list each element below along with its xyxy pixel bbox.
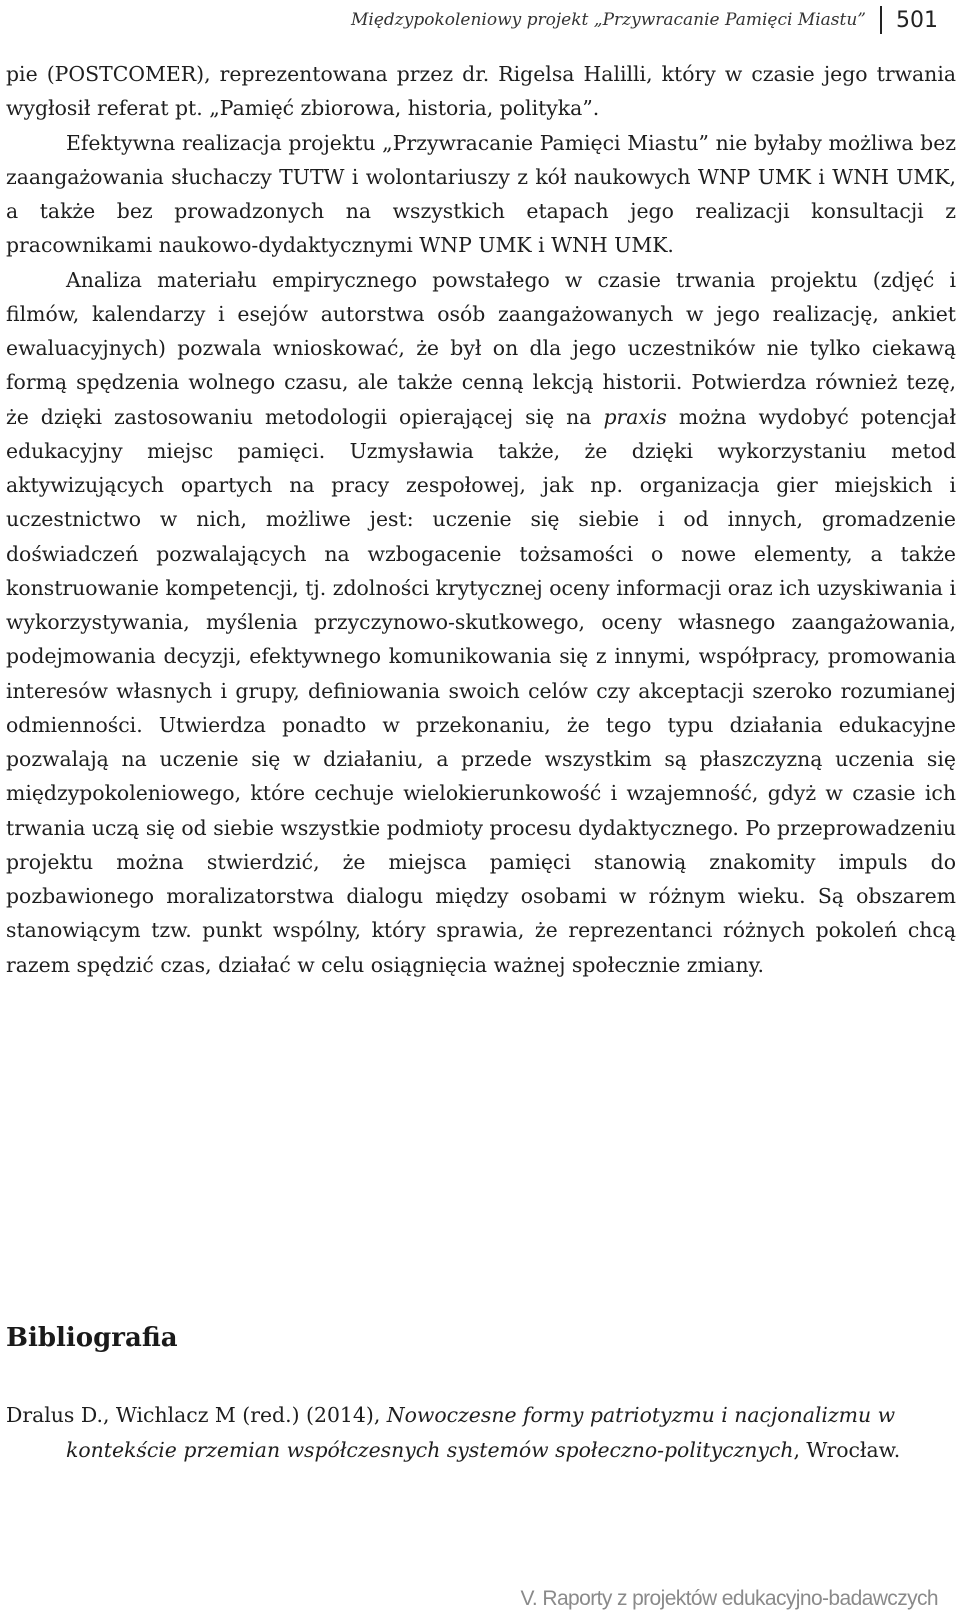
paragraph-3-part-2: można wydobyć potencjał edukacyjny miejsc pamięci. Uzmysławia także, że dzięki wykorzystaniu metod aktywizujących opartych na pracy zespołowej, jak np. organizacja gier miejskich i uczestnictwo w nich, możliwe jest: uczenie się siebie i od innych, gromadzenie doświadczeń pozwalających na wzbogacenie tożsamości o nowe elementy, a także konstruowanie kompetencji, tj. zdolności krytycznej oceny informacji oraz ich uzyskiwania i wykorzystywania, myślenia przyczynowo-skutkowego, oceny własnego zaangażowania, podejmowania decyzji, efektywnego komunikowania się z innymi, współpracy, promowania interesów własnych i grupy, definiowania swoich celów czy akceptacji szeroko rozumianej odmienności. Utwierdza ponadto w przekonaniu, że tego typu działania edukacyjne pozwalają na uczenie się w działaniu, a przede wszystkim są płaszczyzną uczenia się międzypokoleniowego, które cechuje wielokierunkowość i wzajemność, gdyż w czasie ich trwania uczą się od siebie wszystkie podmioty procesu dydaktycznego. Po przeprowadzeniu projektu można stwierdzić, że miejsca pamięci stanowią znakomity impuls do pozbawionego moralizatorstwa dialogu między osobami w różnym wieku. Są obszarem stanowiącym tzw. punkt wspólny, który sprawia, że reprezentanci różnych pokoleń chcą razem spędzić czas, działać w celu osiągnięcia ważnej społecznie zmiany. — [6, 404, 956, 977]
body-text — [6, 57, 956, 982]
page-number: 501 — [896, 7, 938, 33]
bibliography-heading: Bibliografia — [6, 1323, 178, 1353]
running-header — [351, 0, 938, 40]
paragraph-1: pie (POSTCOMER), reprezentowana przez dr. Rigelsa Halilli, który w czasie jego trwania wygłosił referat pt. „Pamięć zbiorowa, historia, polityka”. — [6, 62, 956, 121]
paragraph-3-part-1: Analiza materiału empirycznego powstałego w czasie trwania projektu (zdjęć i filmów, kalendarzy i esejów autorstwa osób zaangażowanych w jego realizację, ankiet ewaluacyjnych) pozwala wnioskować, że był on dla jego uczestników nie tylko ciekawą formą spędzenia wolnego czasu, ale także cenną lekcją historii. Potwierdza również tezę, że dzięki zastosowaniu metodologii opierającej się na — [6, 267, 956, 429]
bib-place: , Wrocław. — [793, 1438, 901, 1462]
running-title: Międzypokoleniowy projekt „Przywracanie Pamięci Miastu” — [350, 10, 866, 30]
praxis-term: praxis — [603, 404, 667, 429]
paragraph-3 — [6, 263, 956, 982]
paragraph-2: Efektywna realizacja projektu „Przywracanie Pamięci Miastu” nie byłaby możliwa bez zaangażowania słuchaczy TUTW i wolontariuszy z kół naukowych WNP UMK i WNH UMK, a także bez prowadzonych na wszystkich etapach jego realizacji konsultacji z pracownikami naukowo-dydaktycznymi WNP UMK i WNH UMK. — [6, 130, 956, 258]
bibliography-entry — [6, 1398, 960, 1468]
bib-title: Nowoczesne formy patriotyzmu i nacjonalizmu w kontekście przemian współczesnych systemów społeczno-politycznych — [66, 1403, 896, 1462]
bib-authors: Dralus D., Wichlacz M (red.) (2014), — [6, 1403, 387, 1427]
header-divider — [880, 6, 882, 34]
footer-section-title: V. Raporty z projektów edukacyjno-badawczych — [520, 1587, 938, 1610]
